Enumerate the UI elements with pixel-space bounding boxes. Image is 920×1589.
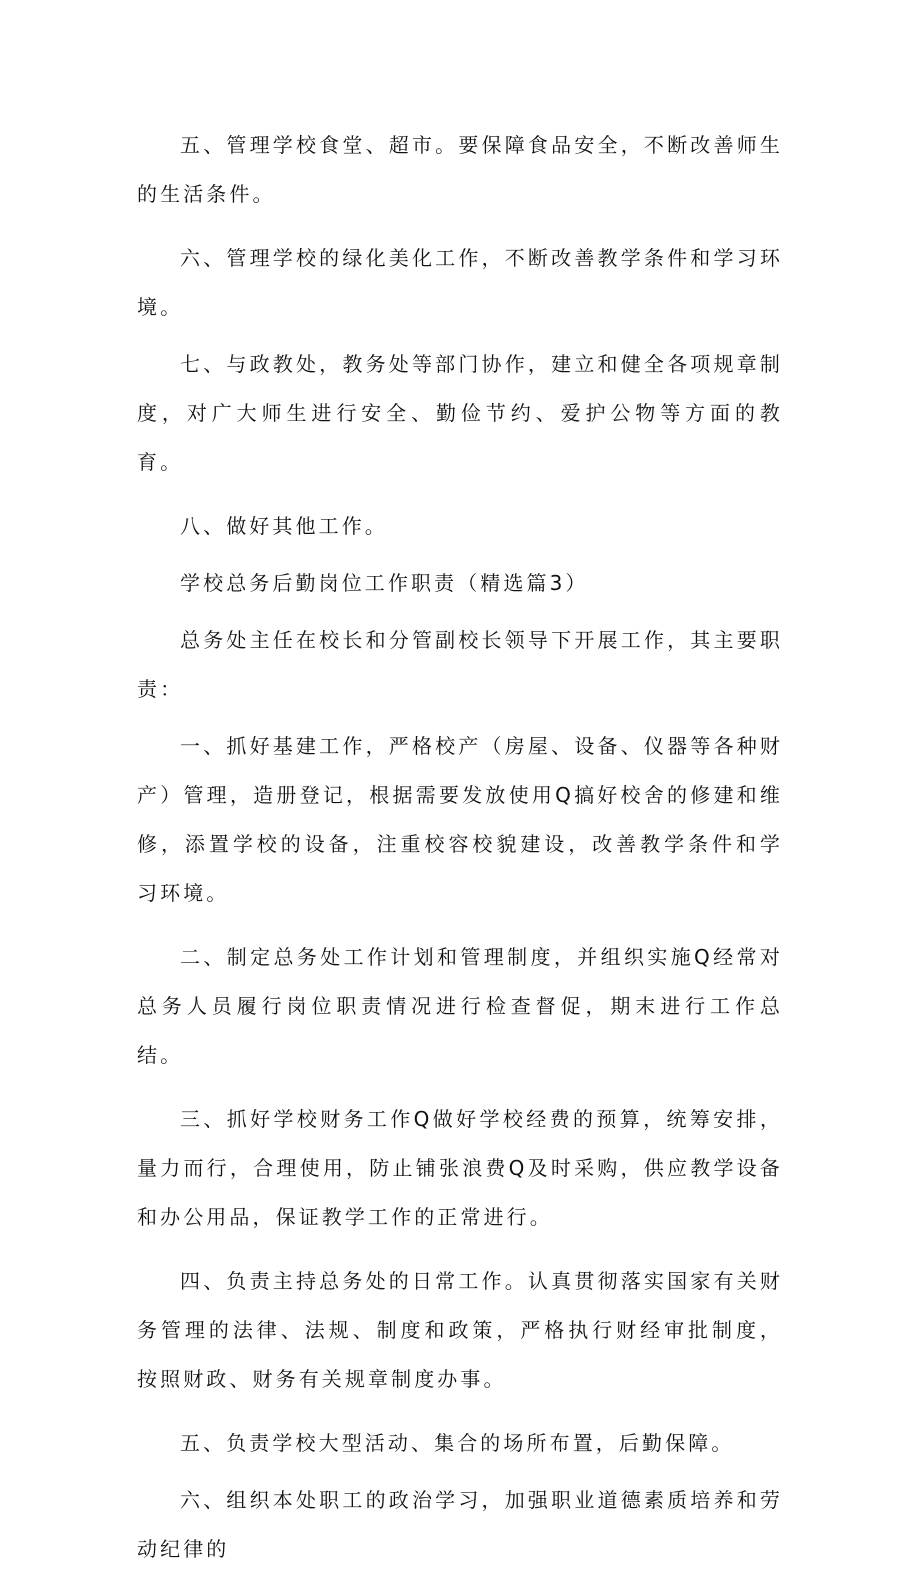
paragraph-duty-staff-study: 六、组织本处职工的政治学习，加强职业道德素质培养和劳动纪律的	[137, 1488, 783, 1561]
document-body	[137, 121, 783, 1589]
paragraph-greening-work: 六、管理学校的绿化美化工作，不断改善教学条件和学习环境。	[137, 246, 783, 319]
paragraph-duty-events: 五、负责学校大型活动、集合的场所布置，后勤保障。	[180, 1431, 735, 1455]
paragraph-other-work: 八、做好其他工作。	[180, 514, 388, 538]
paragraph-duty-construction: 一、抓好基建工作，严格校产（房屋、设备、仪器等各种财产）管理，造册登记，根据需要发放使用Q搞好校舍的修建和维修，添置学校的设备，注重校容校貌建设，改善教学条件和学习环境。	[137, 734, 783, 905]
paragraph-rules-education: 七、与政教处，教务处等部门协作，建立和健全各项规章制度，对广大师生进行安全、勤俭节约、爱护公物等方面的教育。	[137, 352, 783, 474]
paragraph-canteen-management: 五、管理学校食堂、超市。要保障食品安全，不断改善师生的生活条件。	[137, 133, 783, 206]
section-heading: 学校总务后勤岗位工作职责（精选篇3）	[180, 571, 589, 595]
paragraph-duty-daily-work: 四、负责主持总务处的日常工作。认真贯彻落实国家有关财务管理的法律、法规、制度和政策，严格执行财经审批制度，按照财政、财务有关规章制度办事。	[137, 1269, 783, 1391]
paragraph-duty-finance: 三、抓好学校财务工作Q做好学校经费的预算，统筹安排，量力而行，合理使用，防止铺张浪费Q及时采购，供应教学设备和办公用品，保证教学工作的正常进行。	[137, 1107, 783, 1229]
paragraph-director-intro: 总务处主任在校长和分管副校长领导下开展工作，其主要职责：	[137, 628, 783, 701]
paragraph-duty-planning: 二、制定总务处工作计划和管理制度，并组织实施Q经常对总务人员履行岗位职责情况进行检查督促，期末进行工作总结。	[137, 945, 783, 1067]
